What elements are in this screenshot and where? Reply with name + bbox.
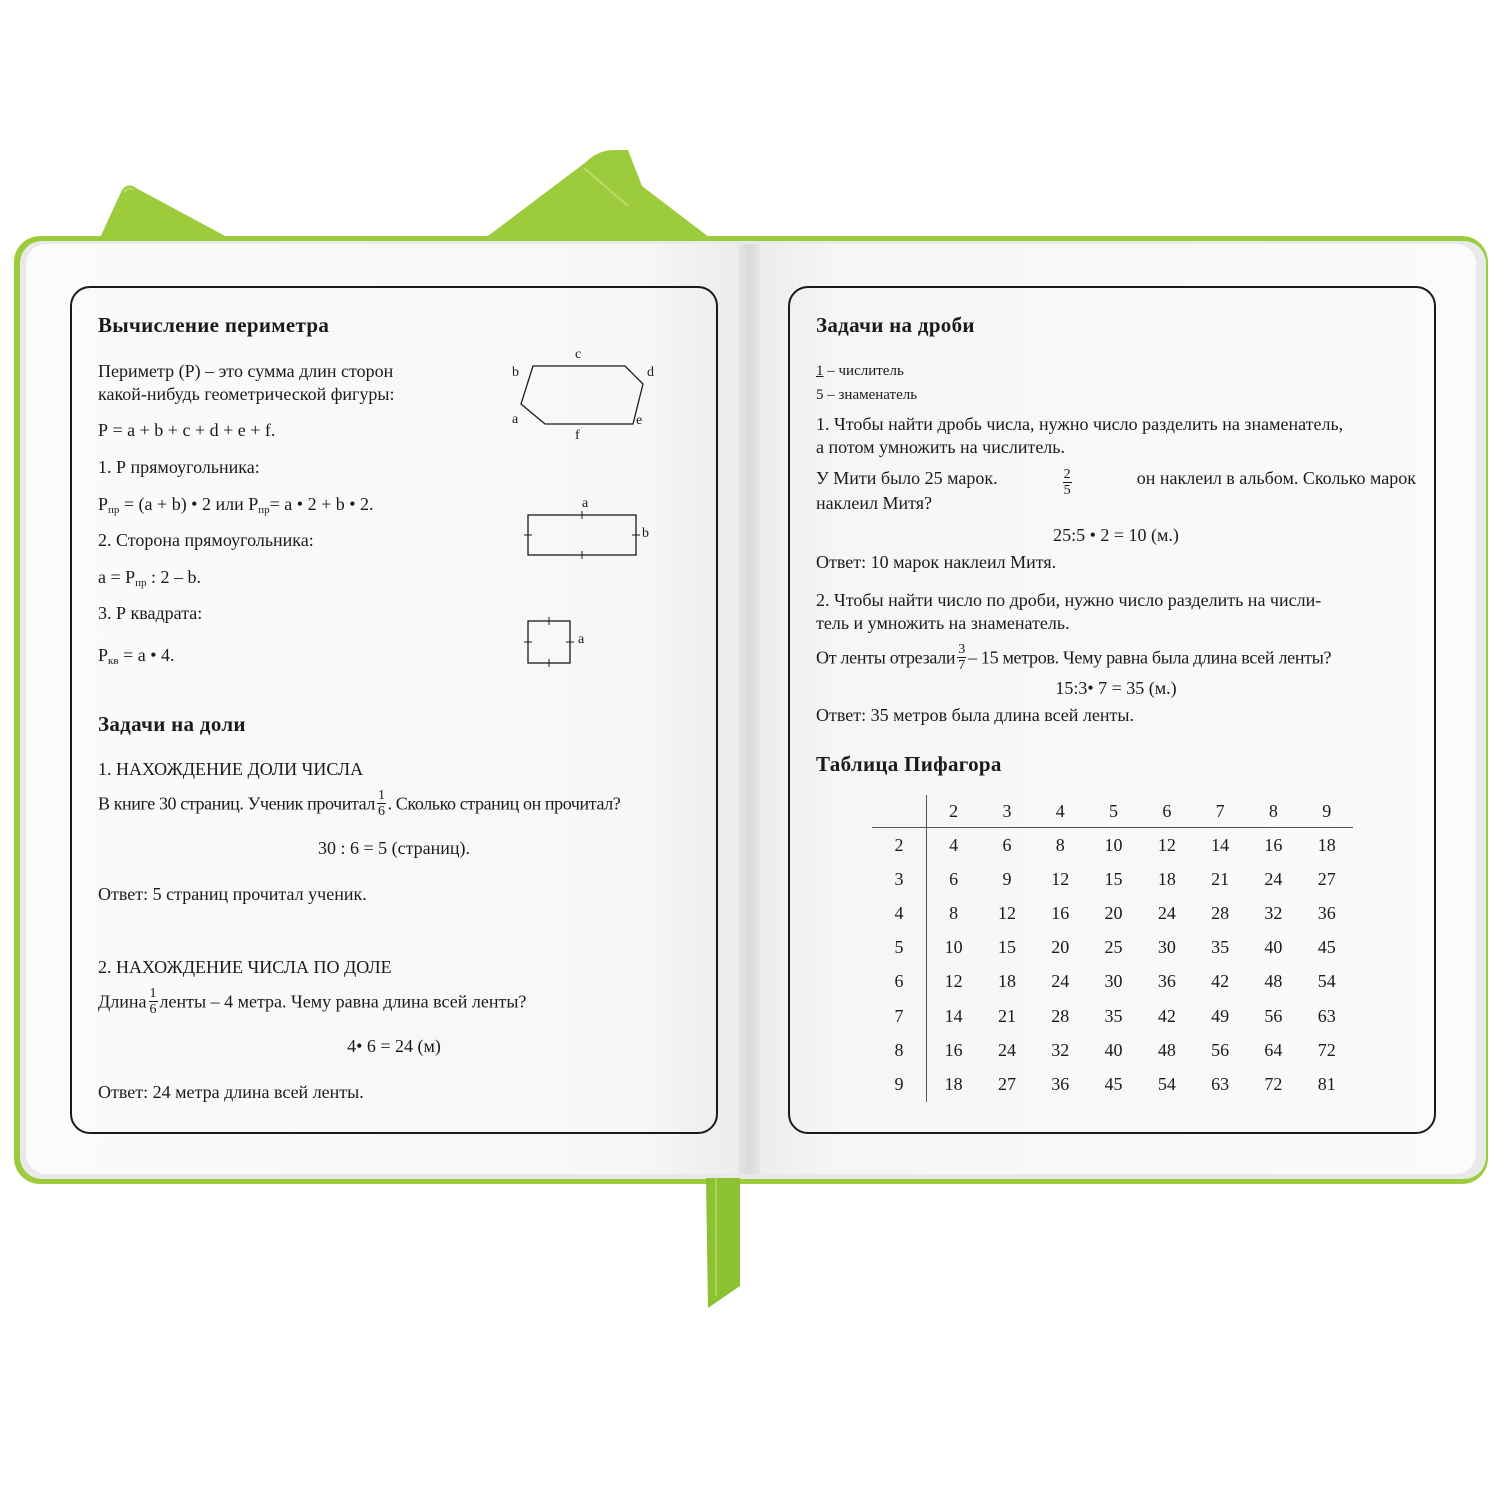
- pythagoras-cell: 42: [1157, 1005, 1176, 1026]
- perimeter-item3: 3. Р квадрата:: [98, 603, 203, 623]
- table-row: [872, 965, 1353, 999]
- fractions-task1-answer: Ответ: 10 марок наклеил Митя.: [816, 552, 1057, 572]
- pythagoras-cell: 45: [1317, 937, 1336, 958]
- pythagoras-cell: 49: [1211, 1005, 1230, 1026]
- pythagoras-cell: 12: [1051, 868, 1070, 889]
- pythagoras-cell: 24: [1264, 868, 1283, 889]
- pythagoras-cell: 32: [1051, 1039, 1070, 1060]
- pythagoras-column-header: 8: [1247, 795, 1300, 828]
- pythagoras-cell: 18: [1317, 834, 1336, 855]
- pythagoras-cell: 56: [1211, 1039, 1230, 1060]
- table-row: [872, 862, 1353, 896]
- pythagoras-row-header: 5: [872, 931, 927, 965]
- pythagoras-cell: 35: [1104, 1005, 1123, 1026]
- rectangle-label-a: a: [582, 496, 589, 511]
- pythagoras-row-header: 6: [872, 965, 927, 999]
- perimeter-definition-line1: Периметр (Р) – это сумма длин сторон: [98, 361, 394, 381]
- pythagoras-cell: 32: [1264, 902, 1283, 923]
- perimeter-item2: 2. Сторона прямоугольника:: [98, 530, 314, 550]
- fractions-title: Задачи на дроби: [816, 313, 975, 337]
- pythagoras-column-header: 9: [1300, 795, 1353, 828]
- square-figure: [523, 616, 577, 670]
- shares-task2-solution: 4• 6 = 24 (м): [347, 1036, 441, 1056]
- fractions-task1-text: У Мити было 25 марок. $\frac{2}{5}$ он наклеил в альбом. Сколько марок: [816, 467, 1416, 498]
- fractions-task2-answer: Ответ: 35 метров была длина всей ленты.: [816, 705, 1134, 725]
- pythagoras-cell: 10: [1104, 834, 1123, 855]
- pythagoras-cell: 12: [944, 971, 963, 992]
- pythagoras-cell: 14: [944, 1005, 963, 1026]
- pythagoras-cell: 64: [1264, 1039, 1283, 1060]
- pythagoras-cell: 10: [944, 937, 963, 958]
- pythagoras-cell: 14: [1211, 834, 1230, 855]
- pythagoras-row-header: 2: [872, 828, 927, 863]
- pythagoras-column-header: 6: [1140, 795, 1193, 828]
- perimeter-definition-line2: какой-нибудь геометрической фигуры:: [98, 384, 395, 404]
- pythagoras-cell: 28: [1051, 1005, 1070, 1026]
- pythagoras-cell: 56: [1264, 1005, 1283, 1026]
- shares-task1-heading: 1. НАХОЖДЕНИЕ ДОЛИ ЧИСЛА: [98, 759, 364, 779]
- pythagoras-cell: 27: [997, 1073, 1016, 1094]
- shares-task2-heading: 2. НАХОЖДЕНИЕ ЧИСЛА ПО ДОЛЕ: [98, 957, 392, 977]
- pythagoras-cell: 16: [1264, 834, 1283, 855]
- pythagoras-column-header: 3: [980, 795, 1033, 828]
- shares-title: Задачи на доли: [98, 712, 246, 736]
- table-row: [872, 896, 1353, 930]
- table-row: [872, 828, 1353, 863]
- pythagoras-cell: 6: [1002, 834, 1012, 855]
- pythagoras-cell: 30: [1104, 971, 1123, 992]
- pythagoras-cell: 28: [1211, 902, 1230, 923]
- rectangle-label-b: b: [642, 526, 649, 541]
- pythagoras-row-header: 7: [872, 999, 927, 1033]
- pythagoras-title: Таблица Пифагора: [816, 752, 1002, 776]
- hexagon-label-e: e: [636, 413, 643, 428]
- pythagoras-cell: 12: [1157, 834, 1176, 855]
- fractions-rule2-line2: тель и умножить на знаменатель.: [816, 613, 1070, 633]
- pythagoras-cell: 30: [1157, 937, 1176, 958]
- pythagoras-cell: 21: [997, 1005, 1016, 1026]
- pythagoras-cell: 20: [1051, 937, 1070, 958]
- pythagoras-cell: 63: [1317, 1005, 1336, 1026]
- hexagon-label-a: a: [512, 412, 519, 427]
- shares-task2-answer: Ответ: 24 метра длина всей ленты.: [98, 1082, 364, 1102]
- rectangle-figure: [522, 510, 644, 562]
- pythagoras-corner-cell: [872, 795, 927, 828]
- pythagoras-cell: 8: [1055, 834, 1065, 855]
- pythagoras-cell: 63: [1211, 1073, 1230, 1094]
- book-spine: [738, 244, 760, 1174]
- pythagoras-cell: 12: [997, 902, 1016, 923]
- pythagoras-row-header: 3: [872, 862, 927, 896]
- pythagoras-cell: 21: [1211, 868, 1230, 889]
- pythagoras-column-header: 4: [1034, 795, 1087, 828]
- pythagoras-cell: 36: [1157, 971, 1176, 992]
- shares-task2-text: Длина $\frac{1}{6}$ ленты – 4 метра. Чему равна длина всей ленты?: [98, 986, 527, 1017]
- pythagoras-column-header: 7: [1193, 795, 1246, 828]
- shares-task1-answer: Ответ: 5 страниц прочитал ученик.: [98, 884, 367, 904]
- perimeter-item1-formula: $Р_{пр} = (a + b)$ • 2 или $Р_{пр}= a$ • 2 + b • 2.: [98, 494, 374, 516]
- perimeter-formula: Р = a + b + c + d + e + f.: [98, 420, 276, 440]
- perimeter-title: Вычисление периметра: [98, 313, 330, 337]
- fraction-three-sevenths: $\frac{3}{7}$: [958, 642, 965, 673]
- pythagoras-header-row: [872, 795, 1353, 828]
- pythagoras-cell: 15: [997, 937, 1016, 958]
- pythagoras-cell: 18: [997, 971, 1016, 992]
- hexagon-figure: [515, 360, 655, 440]
- pythagoras-cell: 6: [949, 868, 959, 889]
- pythagoras-cell: 81: [1317, 1073, 1336, 1094]
- perimeter-item3-formula: $Р_{кв} = a$ • 4.: [98, 645, 175, 667]
- table-row: [872, 1033, 1353, 1067]
- pythagoras-cell: 18: [944, 1073, 963, 1094]
- perimeter-item2-formula: $a = Р_{пр}$ : 2 – b.: [98, 567, 202, 589]
- fraction-one-sixth: $\frac{1}{6}$: [377, 788, 385, 819]
- pythagoras-cell: 15: [1104, 868, 1123, 889]
- pythagoras-cell: 9: [1002, 868, 1012, 889]
- hexagon-label-c: c: [575, 347, 582, 362]
- pythagoras-column-header: 5: [1087, 795, 1140, 828]
- shares-task1-solution: 30 : 6 = 5 (страниц).: [317, 838, 471, 858]
- pythagoras-cell: 42: [1211, 971, 1230, 992]
- pythagoras-cell: 27: [1317, 868, 1336, 889]
- pythagoras-cell: 16: [1051, 902, 1070, 923]
- fractions-rule1-line2: а потом умножить на числитель.: [816, 437, 1066, 457]
- table-row: [872, 999, 1353, 1033]
- pythagoras-cell: 20: [1104, 902, 1123, 923]
- fraction-two-fifths: $\frac{2}{5}$: [1063, 467, 1071, 498]
- pythagoras-column-header: 2: [927, 795, 981, 828]
- fractions-task2-text: От ленты отрезали $\frac{3}{7}$ – 15 метров. Чему равна была длина всей ленты?: [816, 642, 1332, 673]
- pythagoras-cell: 40: [1264, 937, 1283, 958]
- pythagoras-cell: 72: [1317, 1039, 1336, 1060]
- table-row: [872, 931, 1353, 965]
- pythagoras-cell: 72: [1264, 1073, 1283, 1094]
- pythagoras-row-header: 9: [872, 1067, 927, 1101]
- fractions-task2-solution: 15:3• 7 = 35 (м.): [1055, 678, 1177, 698]
- square-label-a: a: [578, 632, 585, 647]
- pythagoras-row-header: 8: [872, 1033, 927, 1067]
- ribbon-bookmark: [704, 1178, 744, 1310]
- perimeter-item1: 1. Р прямоугольника:: [98, 457, 260, 477]
- pythagoras-cell: 24: [997, 1039, 1016, 1060]
- shares-task1-text: В книге 30 страниц. Ученик прочитал $\frac{1}{6}$ . Сколько страниц он прочитал?: [98, 788, 621, 819]
- pythagoras-cell: 16: [944, 1039, 963, 1060]
- numerator-definition: 1 – числитель: [816, 363, 904, 379]
- pythagoras-cell: 36: [1051, 1073, 1070, 1094]
- pythagoras-row-header: 4: [872, 896, 927, 930]
- fraction-one-sixth-2: $\frac{1}{6}$: [149, 986, 157, 1017]
- denominator-definition: 5 – знаменатель: [816, 387, 918, 403]
- pythagoras-cell: 48: [1157, 1039, 1176, 1060]
- table-row: [872, 1067, 1353, 1101]
- pythagoras-cell: 4: [949, 834, 959, 855]
- pythagoras-cell: 18: [1157, 868, 1176, 889]
- pythagoras-cell: 36: [1317, 902, 1336, 923]
- right-ear-decoration: [478, 146, 722, 248]
- pythagoras-cell: 48: [1264, 971, 1283, 992]
- pythagoras-cell: 25: [1104, 937, 1123, 958]
- pythagoras-cell: 35: [1211, 937, 1230, 958]
- pythagoras-cell: 45: [1104, 1073, 1123, 1094]
- fractions-task1-line2: наклеил Митя?: [816, 493, 932, 513]
- pythagoras-cell: 54: [1317, 971, 1336, 992]
- fractions-task1-solution: 25:5 • 2 = 10 (м.): [1053, 525, 1179, 545]
- pythagoras-cell: 40: [1104, 1039, 1123, 1060]
- pythagoras-cell: 24: [1051, 971, 1070, 992]
- pythagoras-cell: 54: [1157, 1073, 1176, 1094]
- hexagon-label-f: f: [575, 428, 580, 443]
- hexagon-label-d: d: [647, 365, 654, 380]
- fractions-rule1-line1: 1. Чтобы найти дробь числа, нужно число разделить на знаменатель,: [816, 414, 1344, 434]
- pythagoras-cell: 8: [949, 902, 959, 923]
- pythagoras-cell: 24: [1157, 902, 1176, 923]
- fractions-rule2-line1: 2. Чтобы найти число по дроби, нужно число разделить на числи-: [816, 590, 1322, 610]
- hexagon-label-b: b: [512, 365, 519, 380]
- pythagoras-table: [872, 795, 1353, 1102]
